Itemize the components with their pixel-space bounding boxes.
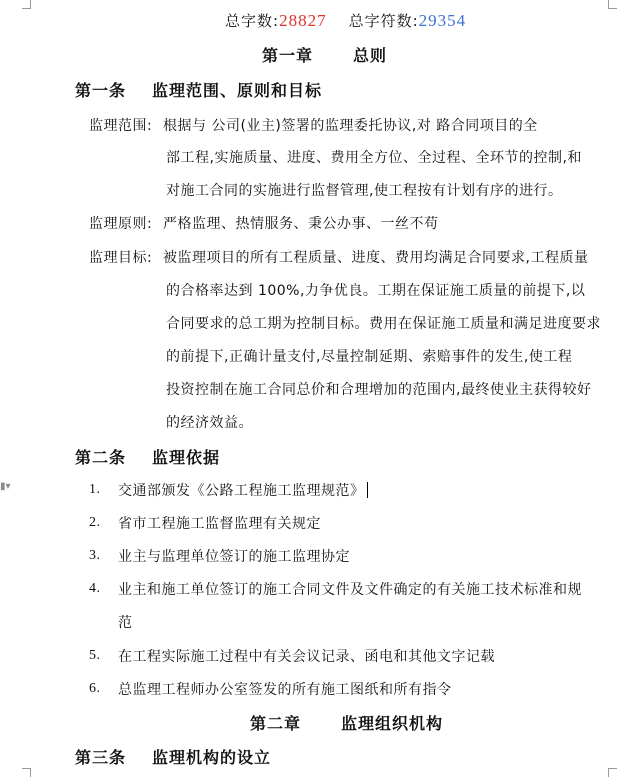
basis-item-1-text: 交通部颁发《公路工程施工监理规范》 <box>118 483 365 499</box>
text-cursor <box>367 482 368 498</box>
basis-item-2-text: 省市工程施工监督监理有关规定 <box>118 516 321 532</box>
chapter-2-heading <box>250 711 443 734</box>
goal-line-4: 的前提下,正确计量支付,尽量控制延期、索赔事件的发生,使工程 <box>166 349 573 365</box>
article-2-title: 监理依据 <box>152 448 221 467</box>
goal-label: 监理目标: <box>89 250 153 266</box>
chapter-1-title: 总则 <box>353 46 388 65</box>
paragraph-options-icon[interactable]: ▮▾ <box>0 481 11 492</box>
basis-item-1[interactable] <box>118 480 368 500</box>
article-1-title: 监理范围、原则和目标 <box>152 81 323 100</box>
basis-item-6-num: 6. <box>89 681 101 696</box>
chars-label: 总字数: <box>225 12 280 30</box>
principle-label: 监理原则: <box>89 216 153 232</box>
chapter-2-num: 第二章 <box>250 714 302 733</box>
article-1-num: 第一条 <box>75 81 127 100</box>
basis-item-3-text: 业主与监理单位签订的施工监理协定 <box>118 549 350 565</box>
scope-line-3: 对施工合同的实施进行监督管理,使工程按有计划有序的进行。 <box>166 183 563 199</box>
goal-line-5: 投资控制在施工合同总价和合理增加的范围内,最终使业主获得较好 <box>166 382 592 398</box>
word-count-line <box>225 10 466 31</box>
scope-line-1: 根据与 公司(业主)签署的监理委托协议,对 路合同项目的全 <box>163 118 538 134</box>
crop-mark-top-right <box>608 0 617 9</box>
article-2-num: 第二条 <box>75 448 127 467</box>
scope-label: 监理范围: <box>89 118 153 134</box>
chapter-2-title: 监理组织机构 <box>341 714 444 733</box>
goal-line-2: 的合格率达到 100%,力争优良。工期在保证施工质量的前提下,以 <box>166 283 586 299</box>
principle-text: 严格监理、热情服务、秉公办事、一丝不苟 <box>163 216 439 232</box>
article-2-heading <box>75 445 220 468</box>
article-3-heading <box>75 745 271 768</box>
basis-item-4-num: 4. <box>89 581 101 596</box>
basis-item-6-text: 总监理工程师办公室签发的所有施工图纸和所有指令 <box>118 682 452 698</box>
chars-value: 28827 <box>279 11 327 30</box>
basis-item-5-num: 5. <box>89 648 101 663</box>
chars-total-label: 总字符数: <box>348 12 419 30</box>
goal-line-1: 被监理项目的所有工程质量、进度、费用均满足合同要求,工程质量 <box>163 250 589 266</box>
chapter-1-heading <box>262 43 387 66</box>
article-1-heading <box>75 78 322 101</box>
article-3-num: 第三条 <box>75 748 127 767</box>
basis-item-5-text: 在工程实际施工过程中有关会议记录、函电和其他文字记载 <box>118 649 495 665</box>
basis-item-4-text: 业主和施工单位签订的施工合同文件及文件确定的有关施工技术标准和规 <box>118 582 582 598</box>
article-3-title: 监理机构的设立 <box>152 748 272 767</box>
chars-total-value: 29354 <box>418 11 467 30</box>
goal-line-6: 的经济效益。 <box>166 415 253 431</box>
chapter-1-num: 第一章 <box>262 46 314 65</box>
crop-mark-top-left <box>22 0 31 9</box>
goal-line-3: 合同要求的总工期为控制目标。费用在保证施工质量和满足进度要求 <box>166 316 601 332</box>
basis-item-4-cont: 范 <box>118 615 133 631</box>
scope-line-2: 部工程,实施质量、进度、费用全方位、全过程、全环节的控制,和 <box>166 150 582 166</box>
basis-item-1-num: 1. <box>89 482 101 497</box>
basis-item-3-num: 3. <box>89 548 101 563</box>
basis-item-2-num: 2. <box>89 515 101 530</box>
